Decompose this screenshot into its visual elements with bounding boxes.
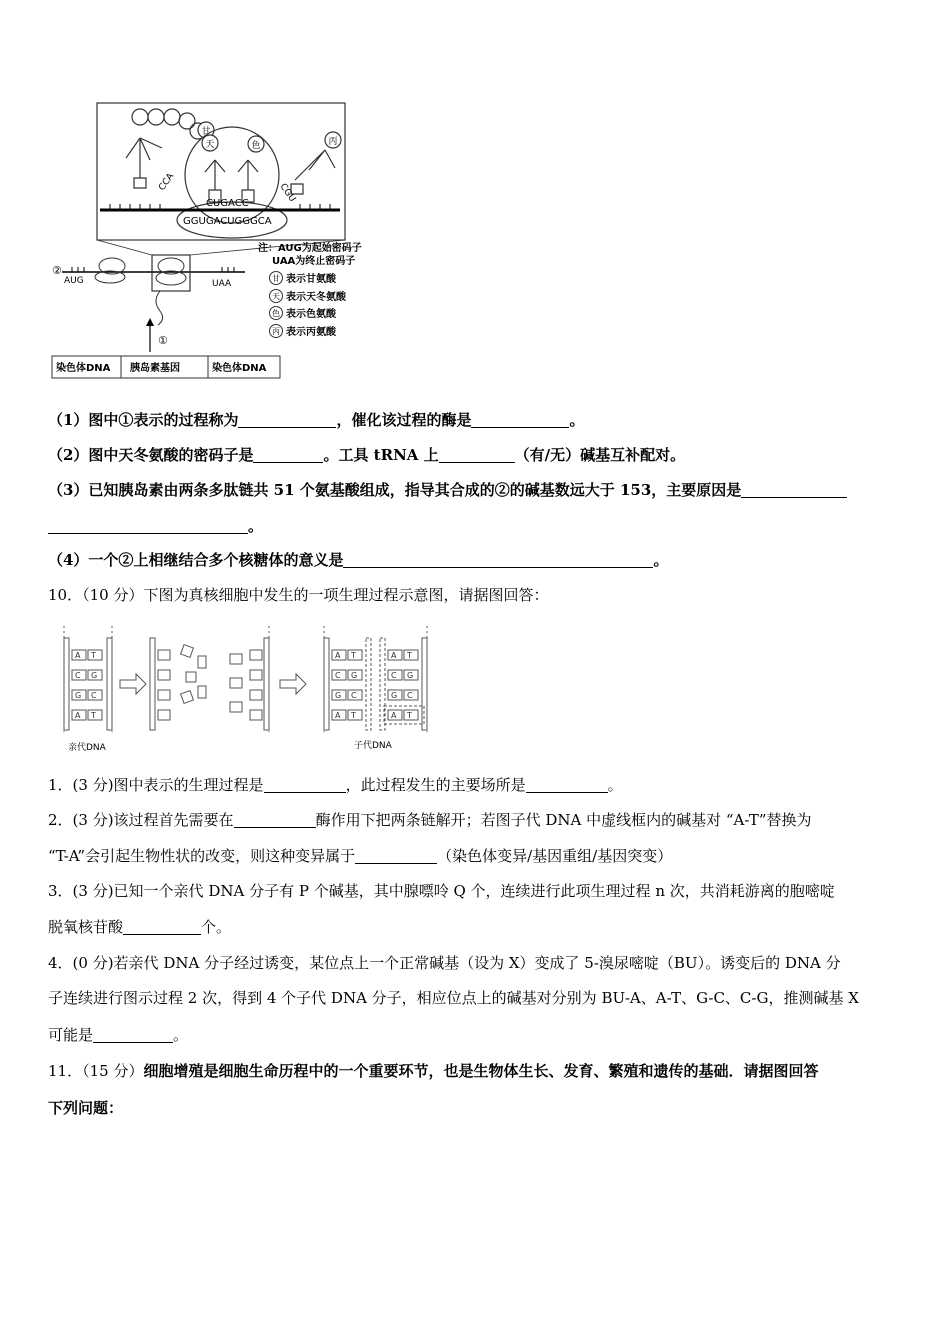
svg-text:T: T — [351, 711, 356, 720]
answer-blank[interactable] — [343, 551, 653, 568]
svg-text:T: T — [351, 651, 356, 660]
amino-acids — [198, 122, 341, 152]
codon-text: CUGACC — [206, 198, 249, 209]
q9-part3: （3）已知胰岛素由两条多肽链共 51 个氨基酸组成，指导其合成的②的碱基数远大于 153，主要原因是 — [48, 479, 847, 501]
uaa-label: UAA — [212, 279, 232, 289]
q10-sub3-cont: 脱氧核苷酸 个。 — [48, 918, 232, 936]
dna-left-label: 染色体DNA — [56, 363, 111, 374]
svg-text:G: G — [91, 671, 98, 680]
q9-part3-cont: 。 — [48, 515, 263, 537]
q10-sub2: 2．(3 分)该过程首先需要在 酶作用下把两条链解开；若图子代 DNA 中虚线框内的碱基对 “A-T”替换为 — [48, 811, 812, 829]
svg-text:G: G — [335, 691, 342, 700]
q10-sub3: 3．(3 分)已知一个亲代 DNA 分子有 P 个碱基，其中腺嘌呤 Q 个，连续进行此项生理过程 n 次，共消耗游离的胞嘧啶 — [48, 882, 835, 900]
svg-text:G: G — [407, 671, 414, 680]
svg-text:A: A — [75, 711, 81, 720]
svg-text:天: 天 — [272, 292, 280, 301]
mrna-seq: GGUGACUGGGCA — [183, 216, 272, 227]
q10-sub4-line3: 可能是 。 — [48, 1026, 189, 1044]
svg-text:A: A — [335, 711, 341, 720]
svg-text:T: T — [407, 711, 412, 720]
legend-ala: 表示丙氨酸 — [286, 327, 336, 338]
legend-trp: 表示色氨酸 — [286, 309, 336, 320]
aa-label-ala: 丙 — [328, 137, 338, 147]
svg-text:A: A — [75, 651, 81, 660]
svg-text:甘: 甘 — [272, 274, 280, 283]
anticodon-left: CCA — [157, 171, 177, 193]
note-title: 注：AUG为起始密码子 — [258, 243, 362, 254]
svg-text:C: C — [75, 671, 81, 680]
dna-replication-figure — [50, 622, 440, 754]
aa-label-asp: 天 — [205, 140, 215, 150]
answer-blank[interactable] — [253, 446, 323, 463]
q11-heading: 11．（15 分）细胞增殖是细胞生命历程中的一个重要环节，也是生物体生长、发育、繁殖和遗传的基础．请据图回答 — [48, 1062, 819, 1080]
svg-text:G: G — [75, 691, 82, 700]
answer-blank[interactable] — [439, 446, 515, 463]
svg-text:T: T — [91, 651, 96, 660]
zoom-box — [152, 255, 190, 291]
svg-text:C: C — [407, 691, 413, 700]
legend — [270, 272, 347, 339]
legend-asp: 表示天冬氨酸 — [286, 292, 346, 303]
q9-part1: （1）图中①表示的过程称为 ，催化该过程的酶是 。 — [48, 411, 585, 429]
q10-heading: 10．（10 分）下图为真核细胞中发生的一项生理过程示意图，请据图回答： — [48, 586, 549, 604]
answer-blank[interactable] — [238, 411, 336, 428]
answer-blank[interactable] — [93, 1026, 173, 1043]
aug-label: AUG — [64, 276, 84, 286]
dna-right-label: 染色体DNA — [212, 363, 267, 374]
svg-text:A: A — [391, 711, 397, 720]
q10-sub1: 1．(3 分)图中表示的生理过程是 ，此过程发生的主要场所是 。 — [48, 776, 623, 794]
answer-blank[interactable] — [234, 811, 316, 828]
svg-text:C: C — [351, 691, 357, 700]
svg-text:C: C — [391, 671, 397, 680]
aa-label-gly: 甘 — [201, 127, 211, 137]
svg-text:色: 色 — [272, 309, 280, 318]
q10-sub2-cont: “T-A”会引起生物性状的改变，则这种变异属于 （染色体变异/基因重组/基因突变） — [48, 847, 673, 865]
answer-blank[interactable] — [355, 847, 437, 864]
answer-blank[interactable] — [526, 776, 608, 793]
circle-1-label: ① — [158, 334, 168, 347]
parent-dna-label: 亲代DNA — [68, 743, 106, 753]
answer-blank[interactable] — [264, 776, 346, 793]
legend-gly: 表示甘氨酸 — [286, 274, 336, 285]
q9-part4: （4）一个②上相继结合多个核糖体的意义是 。 — [48, 551, 669, 569]
svg-text:T: T — [407, 651, 412, 660]
q10-sub4: 4．(0 分)若亲代 DNA 分子经过诱变，某位点上一个正常碱基（设为 X）变成了 5-溴尿嘧啶（BU）。诱变后的 DNA 分 — [48, 954, 841, 972]
note-line2: UAA为终止密码子 — [272, 256, 356, 267]
q9-part2: （2）图中天冬氨酸的密码子是 。工具 tRNA 上 （有/无）碱基互补配对。 — [48, 446, 686, 464]
peptide-chain — [132, 109, 206, 139]
answer-blank[interactable] — [471, 411, 569, 428]
translation-figure — [0, 0, 950, 390]
svg-text:A: A — [335, 651, 341, 660]
q10-sub4-line2: 子连续进行图示过程 2 次，得到 4 个子代 DNA 分子，相应位点上的碱基对分别为 BU-A、A-T、G-C、C-G，推测碱基 X — [48, 989, 859, 1007]
svg-text:G: G — [351, 671, 358, 680]
svg-text:A: A — [391, 651, 397, 660]
answer-blank[interactable] — [123, 918, 201, 935]
svg-text:T: T — [91, 711, 96, 720]
aa-label-trp: 色 — [251, 141, 261, 151]
answer-blank[interactable] — [741, 481, 847, 498]
circle-2-label: ② — [52, 264, 62, 277]
svg-text:C: C — [91, 691, 97, 700]
trna-shapes — [126, 137, 338, 202]
q11-line2: 下列问题： — [48, 1099, 124, 1117]
svg-text:G: G — [391, 691, 398, 700]
answer-blank[interactable] — [48, 517, 248, 534]
insulin-gene-label: 胰岛素基因 — [130, 363, 180, 374]
svg-text:丙: 丙 — [272, 327, 280, 336]
daughter-dna-label: 子代DNA — [354, 741, 392, 751]
anticodon-right: CGU — [277, 181, 298, 204]
svg-text:C: C — [335, 671, 341, 680]
